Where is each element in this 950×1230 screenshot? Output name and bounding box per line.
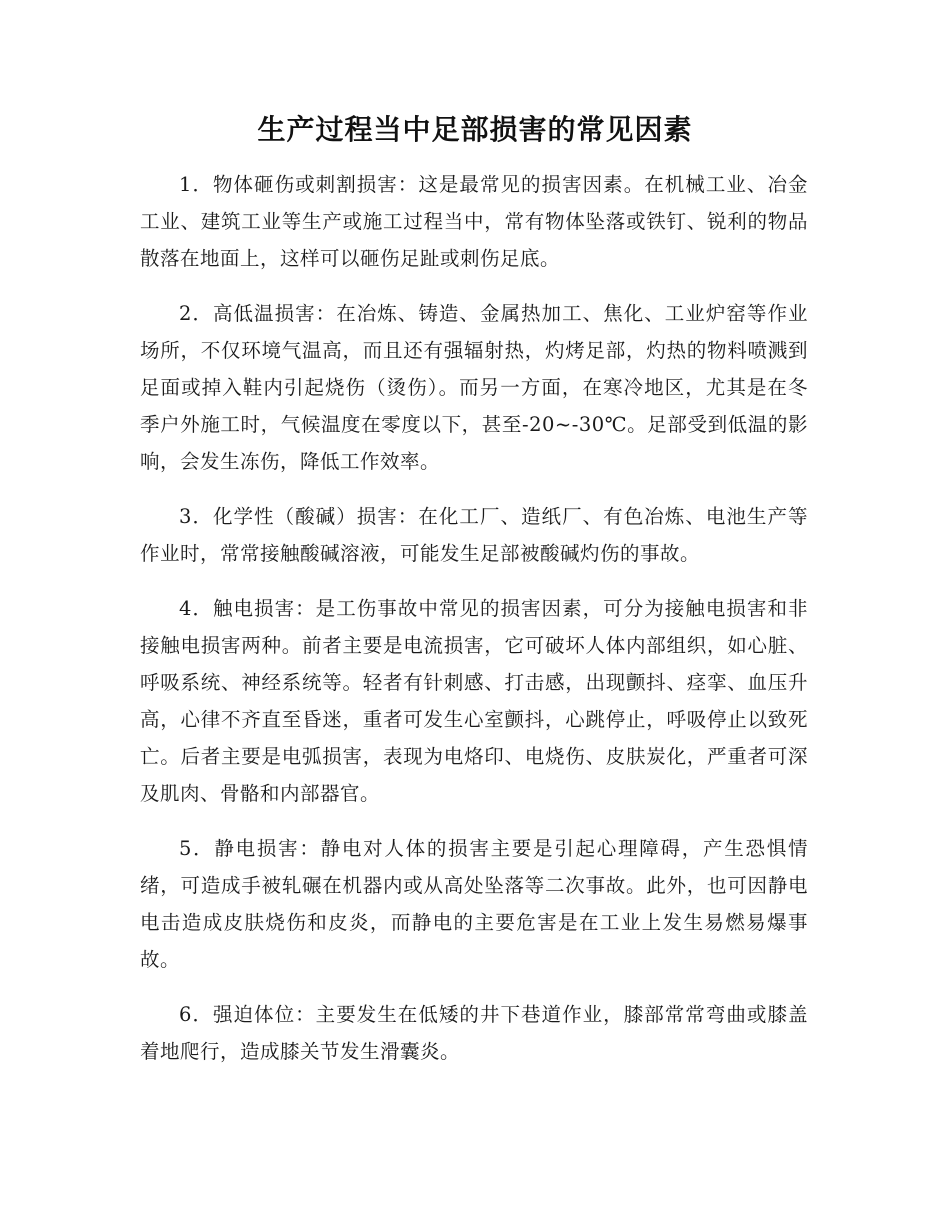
paragraph-3: 3．化学性（酸碱）损害：在化工厂、造纸厂、有色冶炼、电池生产等作业时，常常接触酸碱溶液，可能发生足部被酸碱灼伤的事故。 <box>140 505 808 565</box>
paragraph-6: 6．强迫体位：主要发生在低矮的井下巷道作业，膝部常常弯曲或膝盖着地爬行，造成膝关节发生滑囊炎。 <box>140 1003 808 1063</box>
document-body <box>140 166 808 1088</box>
paragraph-5: 5．静电损害：静电对人体的损害主要是引起心理障碍，产生恐惧情绪，可造成手被轧碾在机器内或从高处坠落等二次事故。此外，也可因静电电击造成皮肤烧伤和皮炎，而静电的主要危害是在工业上发生易燃易爆事故。 <box>140 837 808 971</box>
paragraph-1: 1．物体砸伤或刺割损害：这是最常见的损害因素。在机械工业、冶金工业、建筑工业等生产或施工过程当中，常有物体坠落或铁钉、锐利的物品散落在地面上，这样可以砸伤足趾或刺伤足底。 <box>140 173 808 270</box>
paragraph-4: 4．触电损害：是工伤事故中常见的损害因素，可分为接触电损害和非接触电损害两种。前者主要是电流损害，它可破坏人体内部组织，如心脏、呼吸系统、神经系统等。轻者有针刺感、打击感，出现颤抖、痉挛、血压升高，心律不齐直至昏迷，重者可发生心室颤抖，心跳停止，呼吸停止以致死亡。后者主要是电弧损害，表现为电烙印、电烧伤、皮肤炭化，严重者可深及肌肉、骨骼和内部器官。 <box>140 597 808 805</box>
document-title: 生产过程当中足部损害的常见因素 <box>257 113 693 146</box>
paragraph-2: 2．高低温损害：在冶炼、铸造、金属热加工、焦化、工业炉窑等作业场所，不仅环境气温高，而且还有强辐射热，灼烤足部，灼热的物料喷溅到足面或掉入鞋内引起烧伤（烫伤）。而另一方面，在寒冷地区，尤其是在冬季户外施工时，气候温度在零度以下，甚至-20~-30℃。足部受到低温的影响，会发生冻伤，降低工作效率。 <box>140 302 808 473</box>
